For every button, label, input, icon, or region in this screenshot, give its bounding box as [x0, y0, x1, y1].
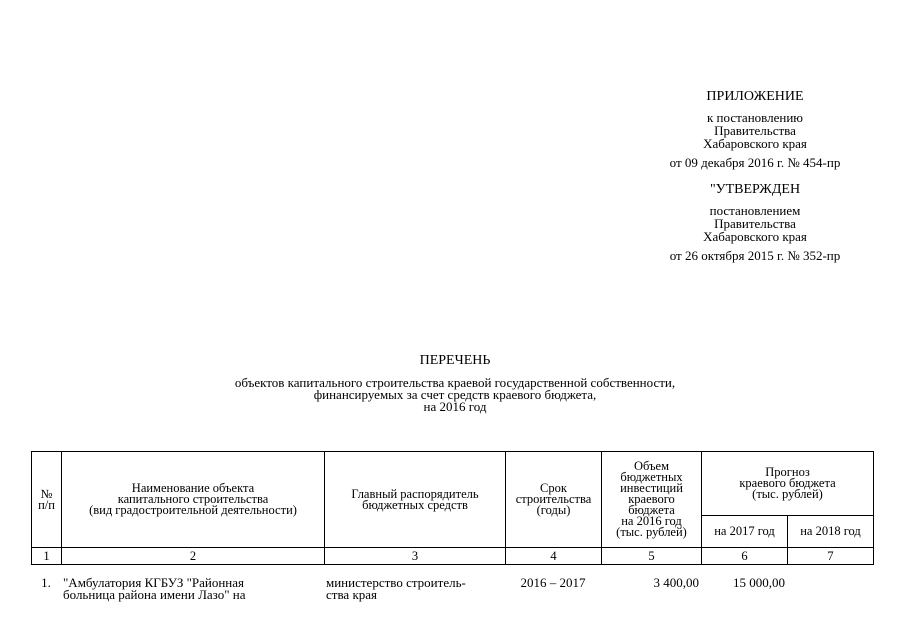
header-line: Главный распорядитель	[351, 486, 479, 501]
header-line: краевого	[628, 492, 675, 506]
header-line: Прогноз	[765, 465, 810, 479]
approved-resolution: от 26 октября 2015 г. № 352-пр	[669, 248, 841, 263]
column-number: 5	[602, 548, 702, 565]
header-line: капитального строительства	[117, 492, 269, 506]
header-cell-2018: на 2018 год	[788, 516, 874, 548]
header-line: краевого бюджета	[739, 476, 836, 490]
header-line: Срок	[540, 481, 567, 495]
objects-table-body	[31, 577, 873, 601]
approved-title: "УТВЕРЖДЕН	[709, 182, 801, 197]
row-text-line: министерство строитель-	[326, 575, 466, 590]
appendix-line: к постановлению	[706, 110, 804, 125]
appendix-line: Правительства	[714, 123, 796, 138]
heading-title: ПЕРЕЧЕНЬ	[419, 353, 491, 368]
column-number: 7	[788, 548, 874, 565]
heading-line: объектов капитального строительства краевой государственной собственности,	[234, 375, 676, 390]
heading-line: финансируемых за счет средств краевого бюджета,	[313, 387, 597, 402]
appendix-title: ПРИЛОЖЕНИЕ	[706, 89, 804, 104]
header-line: (тыс. рублей)	[752, 487, 823, 501]
header-line: бюджета	[628, 503, 675, 517]
row-object-name	[61, 577, 324, 601]
approved-line: постановлением	[709, 203, 801, 218]
header-line: инвестиций	[620, 481, 683, 495]
row-forecast-2018	[787, 577, 873, 601]
header-line: на 2016 год	[621, 514, 682, 528]
row-text-line: ства края	[326, 587, 378, 602]
header-line: Объем	[634, 459, 669, 473]
header-cell-manager	[325, 452, 506, 548]
column-number: 2	[62, 548, 325, 565]
header-line: (годы)	[536, 503, 571, 517]
appendix-block	[640, 90, 870, 262]
row-text-line: больница района имени Лазо" на	[63, 587, 246, 602]
column-number: 6	[702, 548, 788, 565]
document-heading	[150, 355, 760, 413]
header-line: бюджетных	[620, 470, 683, 484]
appendix-resolution: от 09 декабря 2016 г. № 454-пр	[669, 155, 841, 170]
column-number: 1	[32, 548, 62, 565]
header-line: Наименование объекта	[131, 481, 255, 495]
approved-line: Хабаровского края	[703, 229, 807, 244]
row-manager	[324, 577, 505, 601]
header-cell-volume	[602, 452, 702, 548]
appendix-line: Хабаровского края	[703, 136, 807, 151]
header-line: бюджетных средств	[362, 497, 468, 512]
column-number: 3	[325, 548, 506, 565]
header-line: (тыс. рублей)	[616, 525, 687, 539]
header-line: строительства	[515, 492, 592, 506]
header-cell-term	[506, 452, 602, 548]
column-number: 4	[506, 548, 602, 565]
header-cell-forecast	[702, 452, 874, 516]
row-text-line: "Амбулатория КГБУЗ "Районная	[63, 575, 245, 590]
header-cell-name	[62, 452, 325, 548]
approved-line: Правительства	[714, 216, 796, 231]
header-line: (вид градостроительной деятельности)	[89, 503, 297, 517]
row-forecast-2017: 15 000,00	[733, 575, 785, 590]
heading-line: на 2016 год	[423, 399, 487, 414]
row-term: 2016 – 2017	[520, 575, 586, 590]
objects-table-header	[31, 451, 874, 565]
header-cell-num: № п/п	[32, 452, 62, 548]
header-cell-2017: на 2017 год	[702, 516, 788, 548]
row-volume-2016: 3 400,00	[653, 575, 699, 590]
table-row	[31, 577, 873, 601]
row-number: 1.	[41, 575, 51, 590]
